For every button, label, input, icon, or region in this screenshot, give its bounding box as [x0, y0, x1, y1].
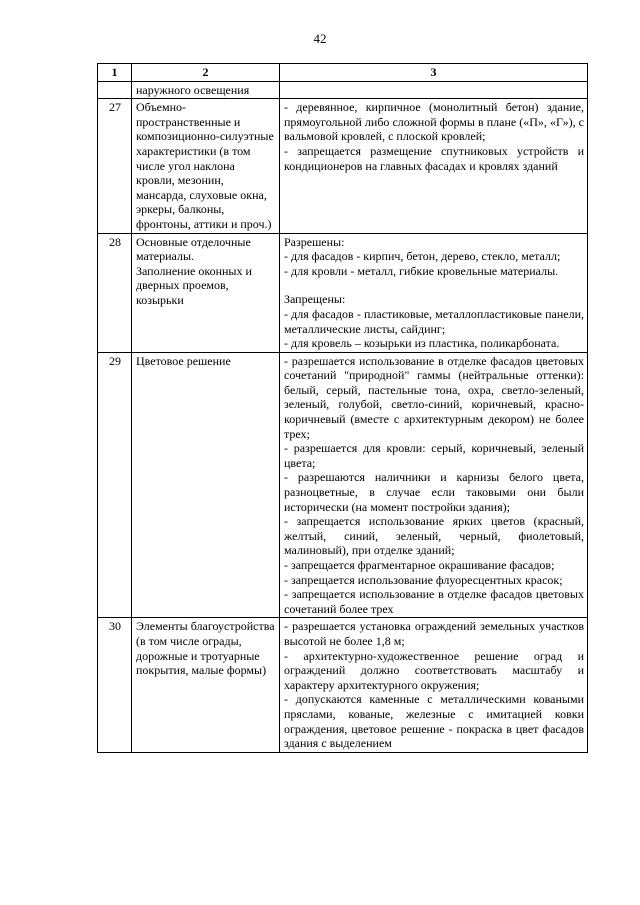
table-row-28 [98, 233, 588, 352]
row-name: Основные отделочные материалы. Заполнение оконных и дверных проемов, козырьки [132, 233, 280, 352]
description-line: - архитектурно-художественное решение оград и ограждений должно соответствовать масштабу и характеру архитектурного окружения; [284, 648, 584, 692]
row-description [280, 233, 588, 352]
page-number: 42 [313, 31, 327, 46]
description-line: - для кровли - металл, гибкие кровельные материалы. [284, 263, 559, 278]
row-number: 28 [98, 233, 132, 352]
description-line: - запрещается использование ярких цветов (красный, желтый, синий, зеленый, черный, фиолетовый, малиновый), при отделке зданий; [284, 514, 584, 558]
description-line: - деревянное, кирпичное (монолитный бетон) здание, прямоугольной либо сложной формы в плане («П», «Г»), с вальмовой кровлей, с плоской кровлей; [284, 100, 584, 144]
description-line: - для кровель – козырьки из пластика, поликарбоната. [284, 336, 560, 351]
row-number: 27 [98, 99, 132, 233]
description-line: - разрешается для кровли: серый, коричневый, зеленый цвета; [284, 441, 584, 470]
header-col-3: 3 [280, 64, 588, 82]
row-name: Цветовое решение [132, 352, 280, 618]
description-line: - запрещается фрагментарное окрашивание фасадов; [284, 558, 555, 572]
description-line: - разрешается использование в отделке фасадов цветовых сочетаний "природной" гаммы (нейтральные оттенки): белый, серый, пастельные тона, охра, светло-зеленый, зеленый, голубой, светло-синий, коричневый, красно-коричневый (вместе с архитектурным декором) не более трех; [284, 353, 584, 441]
description-line: - для фасадов - кирпич, бетон, дерево, стекло, металл; [284, 249, 561, 264]
regulations-table [97, 63, 588, 753]
description-gap [284, 278, 584, 292]
table-row-27 [98, 99, 588, 233]
row-description [280, 99, 588, 233]
row-number: 30 [98, 618, 132, 752]
row-description [280, 352, 588, 618]
description-line: - разрешаются наличники и карнизы белого цвета, разноцветные, в случае если таковыми они были исторически (на момент постройки здания); [284, 470, 584, 514]
description-line: - запрещается размещение спутниковых устройств и кондиционеров на главных фасадах и кровлях зданий [284, 143, 584, 173]
header-col-2: 2 [132, 64, 280, 82]
description-line: - для фасадов - пластиковые, металлопластиковые панели, металлические листы, сайдинг; [284, 306, 584, 336]
row-number: 29 [98, 352, 132, 618]
description-line: Разрешены: [284, 234, 345, 249]
table-row-continuation [98, 81, 588, 99]
table-header-row [98, 64, 588, 82]
table-row-29 [98, 352, 588, 618]
row-name: наружного освещения [132, 81, 280, 99]
description-line: - допускаются каменные с металлическими коваными пряслами, кованые, железные с имитацией ковки ограждения, цветовое решение - покраска в цвет фасадов здания с выделением [284, 692, 584, 751]
row-description [280, 618, 588, 752]
header-col-1: 1 [98, 64, 132, 82]
row-name: Объемно-пространственные и композиционно-силуэтные характеристики (в том числе угол наклона кровли, мезонин, мансарда, слуховые окна, эркеры, балконы, фронтоны, аттики и проч.) [132, 99, 280, 233]
description-line: - разрешается установка ограждений земельных участков высотой не более 1,8 м; [284, 619, 584, 648]
description-line: Запрещены: [284, 292, 346, 307]
description-line: - запрещается использование флуоресцентных красок; [284, 572, 563, 587]
row-name: Элементы благоустройства (в том числе ограды, дорожные и тротуарные покрытия, малые формы) [132, 618, 280, 752]
description-line: - запрещается использование в отделке фасадов цветовых сочетаний более трех [284, 587, 584, 616]
table-row-30 [98, 618, 588, 752]
